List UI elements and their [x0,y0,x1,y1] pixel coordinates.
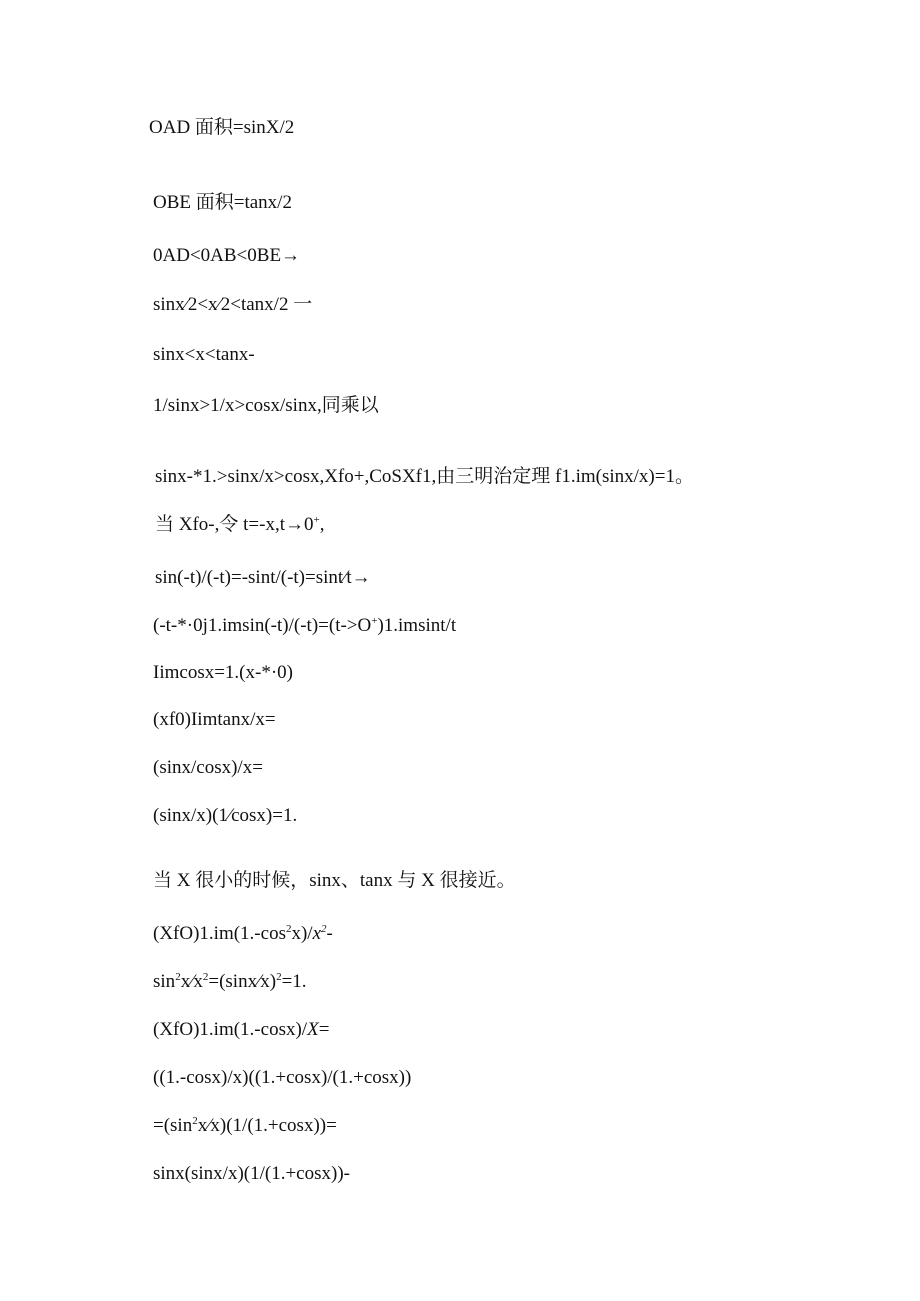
text-segment: - [326,923,333,944]
text-segment: 当 Xfo-,令 t=-x,t→0 [155,514,314,535]
text-line: (sinx/x)(1⁄cosx)=1. [153,805,298,826]
text-segment: (XfO)1.im(1.-cosx)/ [153,1019,308,1040]
text-segment: x⁄x [180,971,203,992]
superscript: 2 [321,923,327,935]
superscript: 2 [192,1115,198,1127]
text-segment: =(sinx⁄x) [208,971,277,992]
superscript: 2 [276,971,282,983]
text-segment: =1. [281,971,307,992]
superscript: + [313,514,320,526]
text-segment: x⁄x)(1/(1.+cosx))= [197,1115,337,1136]
text-line: (xf0)Iimtanx/x= [153,709,276,730]
text-line [153,1018,329,1042]
text-line: (sinx/cosx)/x= [153,757,263,778]
text-line [153,970,307,994]
text-line: sinx-*1.>sinx/x>cosx,Xfo+,CoSXf1,由三明治定理 f1.im(sinx/x)=1。 [155,466,694,487]
text-line: OBE 面积=tanx/2 [153,192,292,213]
text-line: 当 X 很小的时候，sinx、tanx 与 X 很接近。 [153,870,516,891]
text-segment: sin [153,971,176,992]
text-segment: (XfO)1.im(1.-cos [153,923,286,944]
text-segment: )1.imsint/t [377,615,457,636]
text-line: 1/sinx>1/x>cosx/sinx,同乘以 [153,395,379,416]
superscript: 2 [202,971,209,983]
superscript: + [371,615,378,627]
text-segment: x)/ [291,923,313,944]
text-line [153,614,456,638]
text-line: Iimcosx=1.(x-*·0) [153,662,293,683]
text-line: ((1.-cosx)/x)((1.+cosx)/(1.+cosx)) [153,1067,412,1088]
text-segment: = [318,1019,330,1040]
text-line: sinx⁄2<x⁄2<tanx/2 一 [153,294,313,315]
text-segment: =(sin [153,1115,193,1136]
text-line: sinx<x<tanx- [153,344,255,365]
text-line [153,922,333,946]
text-segment: (-t-*·0j1.imsin(-t)/(-t)=(t->O [153,615,372,636]
text-segment: , [319,514,325,535]
superscript: 2 [175,971,181,983]
text-line: sinx(sinx/x)(1/(1.+cosx))- [153,1163,350,1184]
superscript: 2 [285,923,292,935]
text-line: OAD 面积=sinX/2 [149,117,295,138]
text-line [155,513,324,537]
text-segment: x [312,923,322,944]
text-segment: X [307,1019,319,1040]
text-line [153,1114,337,1138]
text-line: 0AD<0AB<0BE→ [153,245,301,266]
text-line: sin(-t)/(-t)=-sint/(-t)=sint⁄t→ [155,567,371,588]
